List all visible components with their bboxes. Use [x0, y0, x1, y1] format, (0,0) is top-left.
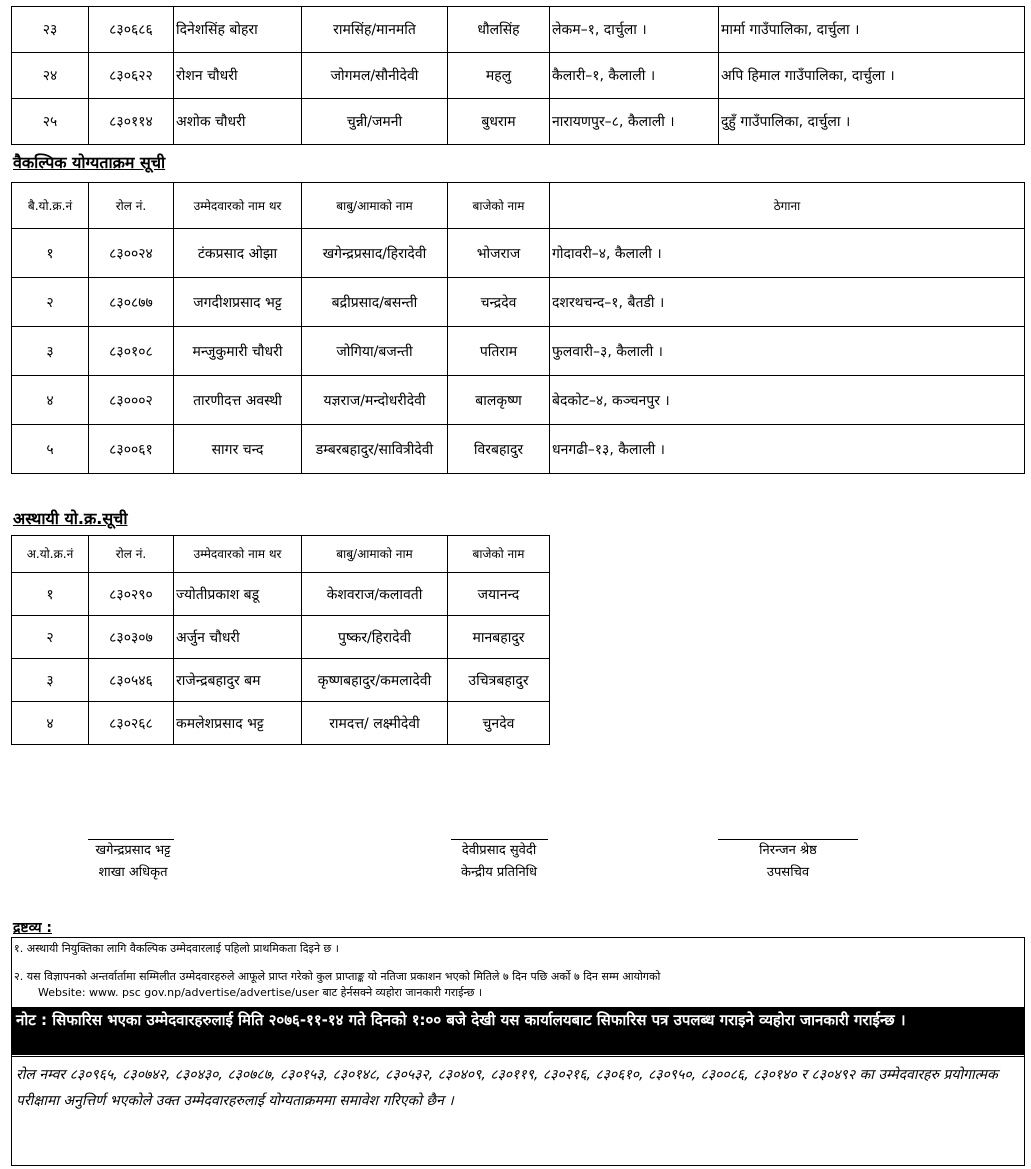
cell-address: दशरथचन्द–१, बैतडी ।	[550, 278, 1025, 327]
cell-address: धनगढी–१३, कैलाली ।	[550, 425, 1025, 474]
cell-address: बेदकोट–४, कञ्चनपुर ।	[550, 376, 1025, 425]
cell-grandfather: मानबहादुर	[448, 616, 550, 659]
cell-roll: ८३०८७७	[89, 278, 174, 327]
alternate-header-row	[12, 183, 1025, 229]
signatory-name: निरन्जन श्रेष्ठ	[759, 843, 817, 858]
cell-parents: जोगमल/सौनीदेवी	[302, 53, 448, 99]
cell-parents: जोगिया/बजन्ती	[302, 327, 448, 376]
alternate-list-table	[11, 182, 1025, 474]
cell-serial: ५	[12, 425, 89, 474]
table-row	[12, 702, 550, 745]
cell-grandfather: विरबहादुर	[448, 425, 550, 474]
table-row	[12, 229, 1025, 278]
cell-parents: रामदत्त/ लक्ष्मीदेवी	[302, 702, 448, 745]
recommended-table	[11, 6, 1025, 145]
cell-parents: बद्रीप्रसाद/बसन्ती	[302, 278, 448, 327]
cell-name: रोशन चौधरी	[174, 53, 302, 99]
header-serial: बै.यो.क्र.नं	[12, 183, 89, 229]
cell-parents: खगेन्द्रप्रसाद/हिरादेवी	[302, 229, 448, 278]
cell-roll: ८३०१०८	[89, 327, 174, 376]
failed-candidates-note: रोल नम्वर ८३०९६५, ८३०७४२, ८३०४३०, ८३०७८७, ८३०१५३, ८३०१४८, ८३०५३२, ८३०४०९, ८३०११९, ८३०२१६, ८३०६१०, ८३०९५०, ८३००८६, ८३०१४० र ८३०४९२ का उम्मेदवारहरु प्रयोगात्मक परीक्षामा अनुत्तिर्ण भएकोले उक्त उम्मेदवारहरुलाई योग्यताक्रममा समावेश गरिएको छैन ।	[16, 1067, 998, 1109]
cell-serial: २५	[12, 99, 89, 145]
temporary-list-table	[11, 535, 550, 745]
cell-roll: ८३०११४	[89, 99, 174, 145]
cell-roll: ८३०६८६	[89, 7, 174, 53]
notes-heading: द्रष्टव्य :	[13, 920, 52, 936]
table-row	[12, 425, 1025, 474]
header-parents: बाबु/आमाको नाम	[302, 536, 448, 573]
header-serial: अ.यो.क्र.नं	[12, 536, 89, 573]
cell-parents: केशवराज/कलावती	[302, 573, 448, 616]
cell-serial: २३	[12, 7, 89, 53]
cell-grandfather: धौलसिंह	[448, 7, 550, 53]
signatory-title: उपसचिव	[766, 865, 810, 880]
recommendation-letter-notice: नोट : सिफारिस भएका उम्मेदवारहरुलाई मिति २०७६-११-१४ गते दिनको १:०० बजे देखी यस कार्यालयबाट सिफारिस पत्र उपलब्ध गराइने व्यहोरा जानकारी गराईन्छ ।	[12, 1007, 1024, 1055]
cell-parents: यज्ञराज/मन्दोधरीदेवी	[302, 376, 448, 425]
cell-office: दुहुँ गाउँपालिका, दार्चुला ।	[719, 99, 1025, 145]
temporary-list-heading: अस्थायी यो.क्र.सूची	[13, 509, 128, 528]
cell-name: कमलेशप्रसाद भट्ट	[174, 702, 302, 745]
cell-roll: ८३०००२	[89, 376, 174, 425]
header-grandfather: बाजेको नाम	[448, 536, 550, 573]
cell-serial: १	[12, 573, 89, 616]
signatory-title: शाखा अधिकृत	[98, 865, 168, 880]
signature-block	[688, 840, 888, 884]
cell-parents: पुष्कर/हिरादेवी	[302, 616, 448, 659]
table-row	[12, 53, 1025, 99]
cell-address: कैलारी–१, कैलाली ।	[550, 53, 719, 99]
header-name: उम्मेदवारको नाम थर	[174, 183, 302, 229]
header-roll: रोल नं.	[89, 536, 174, 573]
alternate-list-heading: वैकल्पिक योग्यताक्रम सूची	[13, 153, 166, 172]
cell-address: लेकम–१, दार्चुला ।	[550, 7, 719, 53]
table-row	[12, 7, 1025, 53]
cell-grandfather: महलु	[448, 53, 550, 99]
cell-address: फुलवारी–३, कैलाली ।	[550, 327, 1025, 376]
cell-serial: ३	[12, 659, 89, 702]
cell-name: ज्योतीप्रकाश बडू	[174, 573, 302, 616]
header-address: ठेगाना	[550, 183, 1025, 229]
table-row	[12, 616, 550, 659]
cell-grandfather: जयानन्द	[448, 573, 550, 616]
signatory-name: देवीप्रसाद सुवेदी	[461, 843, 537, 858]
cell-roll: ८३०२६८	[89, 702, 174, 745]
cell-serial: ४	[12, 376, 89, 425]
cell-roll: ८३०३०७	[89, 616, 174, 659]
cell-name: दिनेशसिंह बोहरा	[174, 7, 302, 53]
divider	[12, 1056, 1024, 1057]
cell-serial: ४	[12, 702, 89, 745]
header-grandfather: बाजेको नाम	[448, 183, 550, 229]
cell-grandfather: बालकृष्ण	[448, 376, 550, 425]
cell-address: गोदावरी–४, कैलाली ।	[550, 229, 1025, 278]
temporary-header-row	[12, 536, 550, 573]
cell-grandfather: उचित्रबहादुर	[448, 659, 550, 702]
table-row	[12, 659, 550, 702]
signatory-name: खगेन्द्रप्रसाद भट्ट	[95, 843, 171, 858]
cell-grandfather: पतिराम	[448, 327, 550, 376]
cell-roll: ८३०५४६	[89, 659, 174, 702]
cell-office: अपि हिमाल गाउँपालिका, दार्चुला ।	[719, 53, 1025, 99]
cell-address: नारायणपुर–८, कैलाली ।	[550, 99, 719, 145]
cell-parents: कृष्णबहादुर/कमलादेवी	[302, 659, 448, 702]
header-name: उम्मेदवारको नाम थर	[174, 536, 302, 573]
cell-name: मन्जुकुमारी चौधरी	[174, 327, 302, 376]
cell-parents: रामसिंह/मानमति	[302, 7, 448, 53]
cell-name: अर्जुन चौधरी	[174, 616, 302, 659]
cell-roll: ८३००२४	[89, 229, 174, 278]
cell-serial: २४	[12, 53, 89, 99]
cell-grandfather: चन्द्रदेव	[448, 278, 550, 327]
cell-serial: ३	[12, 327, 89, 376]
cell-serial: २	[12, 616, 89, 659]
signature-block	[33, 840, 233, 884]
cell-name: तारणीदत्त अवस्थी	[174, 376, 302, 425]
table-row	[12, 327, 1025, 376]
cell-parents: डम्बरबहादुर/सावित्रीदेवी	[302, 425, 448, 474]
signatory-title: केन्द्रीय प्रतिनिधि	[460, 865, 538, 880]
cell-name: राजेन्द्रबहादुर बम	[174, 659, 302, 702]
cell-grandfather: चुनदेव	[448, 702, 550, 745]
note-item-2: २. यस विज्ञापनको अन्तर्वार्तामा सम्मिलीत उम्मेदवारहरुले आफूले प्राप्त गरेको कुल प्राप्ताङ्क यो नतिजा प्रकाशन भएको मितिले ७ दिन पछि अर्को ७ दिन सम्म आयोगको	[14, 970, 661, 983]
cell-parents: चुन्नी/जमनी	[302, 99, 448, 145]
note-item-2-website: Website: www. psc gov.np/advertise/advertise/user बाट हेर्नसक्ने व्यहोरा जानकारी गराईन्छ ।	[38, 986, 483, 999]
cell-serial: १	[12, 229, 89, 278]
note-item-1: १. अस्थायी नियुक्तिका लागि वैकल्पिक उम्मेदवारलाई पहिलो प्राथमिकता दिइने छ ।	[14, 942, 339, 955]
cell-roll: ८३०६२२	[89, 53, 174, 99]
cell-grandfather: बुधराम	[448, 99, 550, 145]
table-row	[12, 99, 1025, 145]
table-row	[12, 376, 1025, 425]
cell-roll: ८३०२९०	[89, 573, 174, 616]
cell-office: मार्मा गाउँपालिका, दार्चुला ।	[719, 7, 1025, 53]
cell-name: जगदीशप्रसाद भट्ट	[174, 278, 302, 327]
cell-name: टंकप्रसाद ओझा	[174, 229, 302, 278]
cell-grandfather: भोजराज	[448, 229, 550, 278]
table-row	[12, 278, 1025, 327]
header-parents: बाबु/आमाको नाम	[302, 183, 448, 229]
cell-serial: २	[12, 278, 89, 327]
cell-name: सागर चन्द	[174, 425, 302, 474]
table-row	[12, 573, 550, 616]
notes-box	[11, 937, 1025, 1166]
header-roll: रोल नं.	[89, 183, 174, 229]
cell-name: अशोक चौधरी	[174, 99, 302, 145]
cell-roll: ८३००६१	[89, 425, 174, 474]
signature-block	[399, 840, 599, 884]
